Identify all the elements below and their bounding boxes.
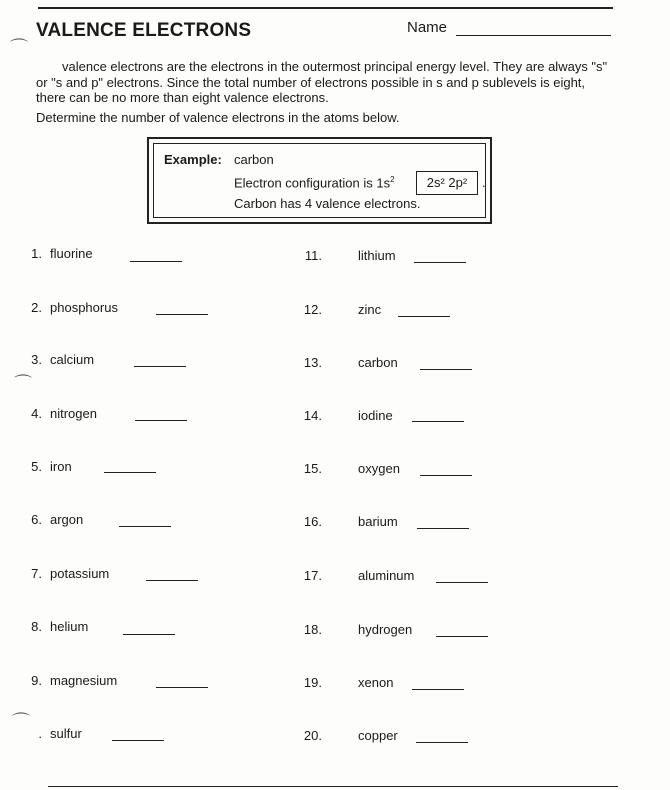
answer-blank-1[interactable] [130, 261, 182, 262]
question-element: xenon [358, 675, 394, 690]
answer-blank-19[interactable] [412, 689, 464, 690]
answer-blank-3[interactable] [134, 366, 186, 367]
question-number: 13. [303, 355, 322, 370]
question-element: lithium [358, 248, 396, 263]
question-number: 16. [303, 514, 322, 529]
question-number: 7. [31, 566, 42, 581]
example-box-inner [153, 143, 486, 218]
scan-mark-icon: ⌒ [14, 374, 32, 394]
question-element: copper [358, 728, 398, 743]
question-element: iron [50, 459, 72, 474]
question-element: calcium [50, 352, 95, 367]
question-number: 4. [31, 406, 42, 421]
question-element: oxygen [358, 461, 400, 476]
directions-text: Determine the number of valence electrons in the atoms below. [36, 110, 400, 125]
example-config-prefix: Electron configuration is 1s [234, 175, 391, 191]
answer-blank-6[interactable] [119, 526, 171, 527]
answer-blank-14[interactable] [412, 421, 464, 422]
question-element: phosphorus [50, 300, 118, 315]
question-number: 1. [31, 246, 42, 261]
question-number: 5. [31, 459, 42, 474]
bottom-rule [48, 786, 618, 787]
question-element: barium [358, 514, 398, 529]
question-number: . [38, 726, 42, 741]
answer-blank-4[interactable] [135, 420, 187, 421]
worksheet-title: VALENCE ELECTRONS [36, 20, 252, 41]
question-number: 20. [303, 728, 322, 743]
scan-mark-icon: ⌒ [10, 38, 28, 58]
answer-blank-12[interactable] [398, 316, 450, 317]
answer-blank-13[interactable] [420, 369, 472, 370]
answer-blank-8[interactable] [123, 634, 175, 635]
example-config-sup: 2 [390, 175, 395, 184]
question-element: iodine [358, 408, 393, 423]
answer-blank-16[interactable] [417, 528, 469, 529]
question-element: zinc [358, 302, 382, 317]
question-element: argon [50, 512, 84, 527]
example-config [234, 175, 395, 190]
question-number: 2. [31, 300, 42, 315]
question-element: carbon [358, 355, 398, 370]
question-number: 19. [303, 675, 322, 690]
example-config-box: 2s² 2p² [416, 171, 478, 195]
question-element: fluorine [50, 246, 93, 261]
answer-blank-10[interactable] [112, 740, 164, 741]
question-number: 3. [31, 352, 42, 367]
question-number: 15. [303, 461, 322, 476]
question-element: potassium [50, 566, 110, 581]
question-element: sulfur [50, 726, 82, 741]
question-number: 18. [303, 622, 322, 637]
question-number: 8. [31, 619, 42, 634]
answer-blank-9[interactable] [156, 687, 208, 688]
intro-paragraph: valence electrons are the electrons in the outermost principal energy level. They are always "s" or "s and p" electrons. Since the total number of electrons possible in s and p sublevels is eight, there can be no more than eight valence electrons. [36, 59, 608, 105]
question-element: nitrogen [50, 406, 97, 421]
answer-blank-11[interactable] [414, 262, 466, 263]
question-element: aluminum [358, 568, 415, 583]
question-element: hydrogen [358, 622, 413, 637]
example-result: Carbon has 4 valence electrons. [234, 196, 421, 211]
question-number: 14. [303, 408, 322, 423]
question-number: 17. [303, 568, 322, 583]
example-box [147, 137, 492, 224]
name-blank-line[interactable] [456, 35, 611, 36]
name-label: Name [407, 19, 448, 36]
question-number: 9. [31, 673, 42, 688]
example-label: Example: [164, 152, 222, 167]
answer-blank-2[interactable] [156, 314, 208, 315]
answer-blank-7[interactable] [146, 580, 198, 581]
scan-mark-icon: ⌒ [12, 712, 30, 732]
answer-blank-17[interactable] [436, 582, 488, 583]
answer-blank-18[interactable] [436, 636, 488, 637]
question-element: helium [50, 619, 89, 634]
question-element: magnesium [50, 673, 118, 688]
question-number: 6. [31, 512, 42, 527]
example-config-period: . [482, 175, 486, 190]
answer-blank-5[interactable] [104, 472, 156, 473]
top-rule [38, 7, 613, 9]
question-number: 12. [303, 302, 322, 317]
question-number: 11. [304, 248, 322, 263]
answer-blank-15[interactable] [420, 475, 472, 476]
answer-blank-20[interactable] [416, 742, 468, 743]
example-element: carbon [234, 152, 274, 167]
